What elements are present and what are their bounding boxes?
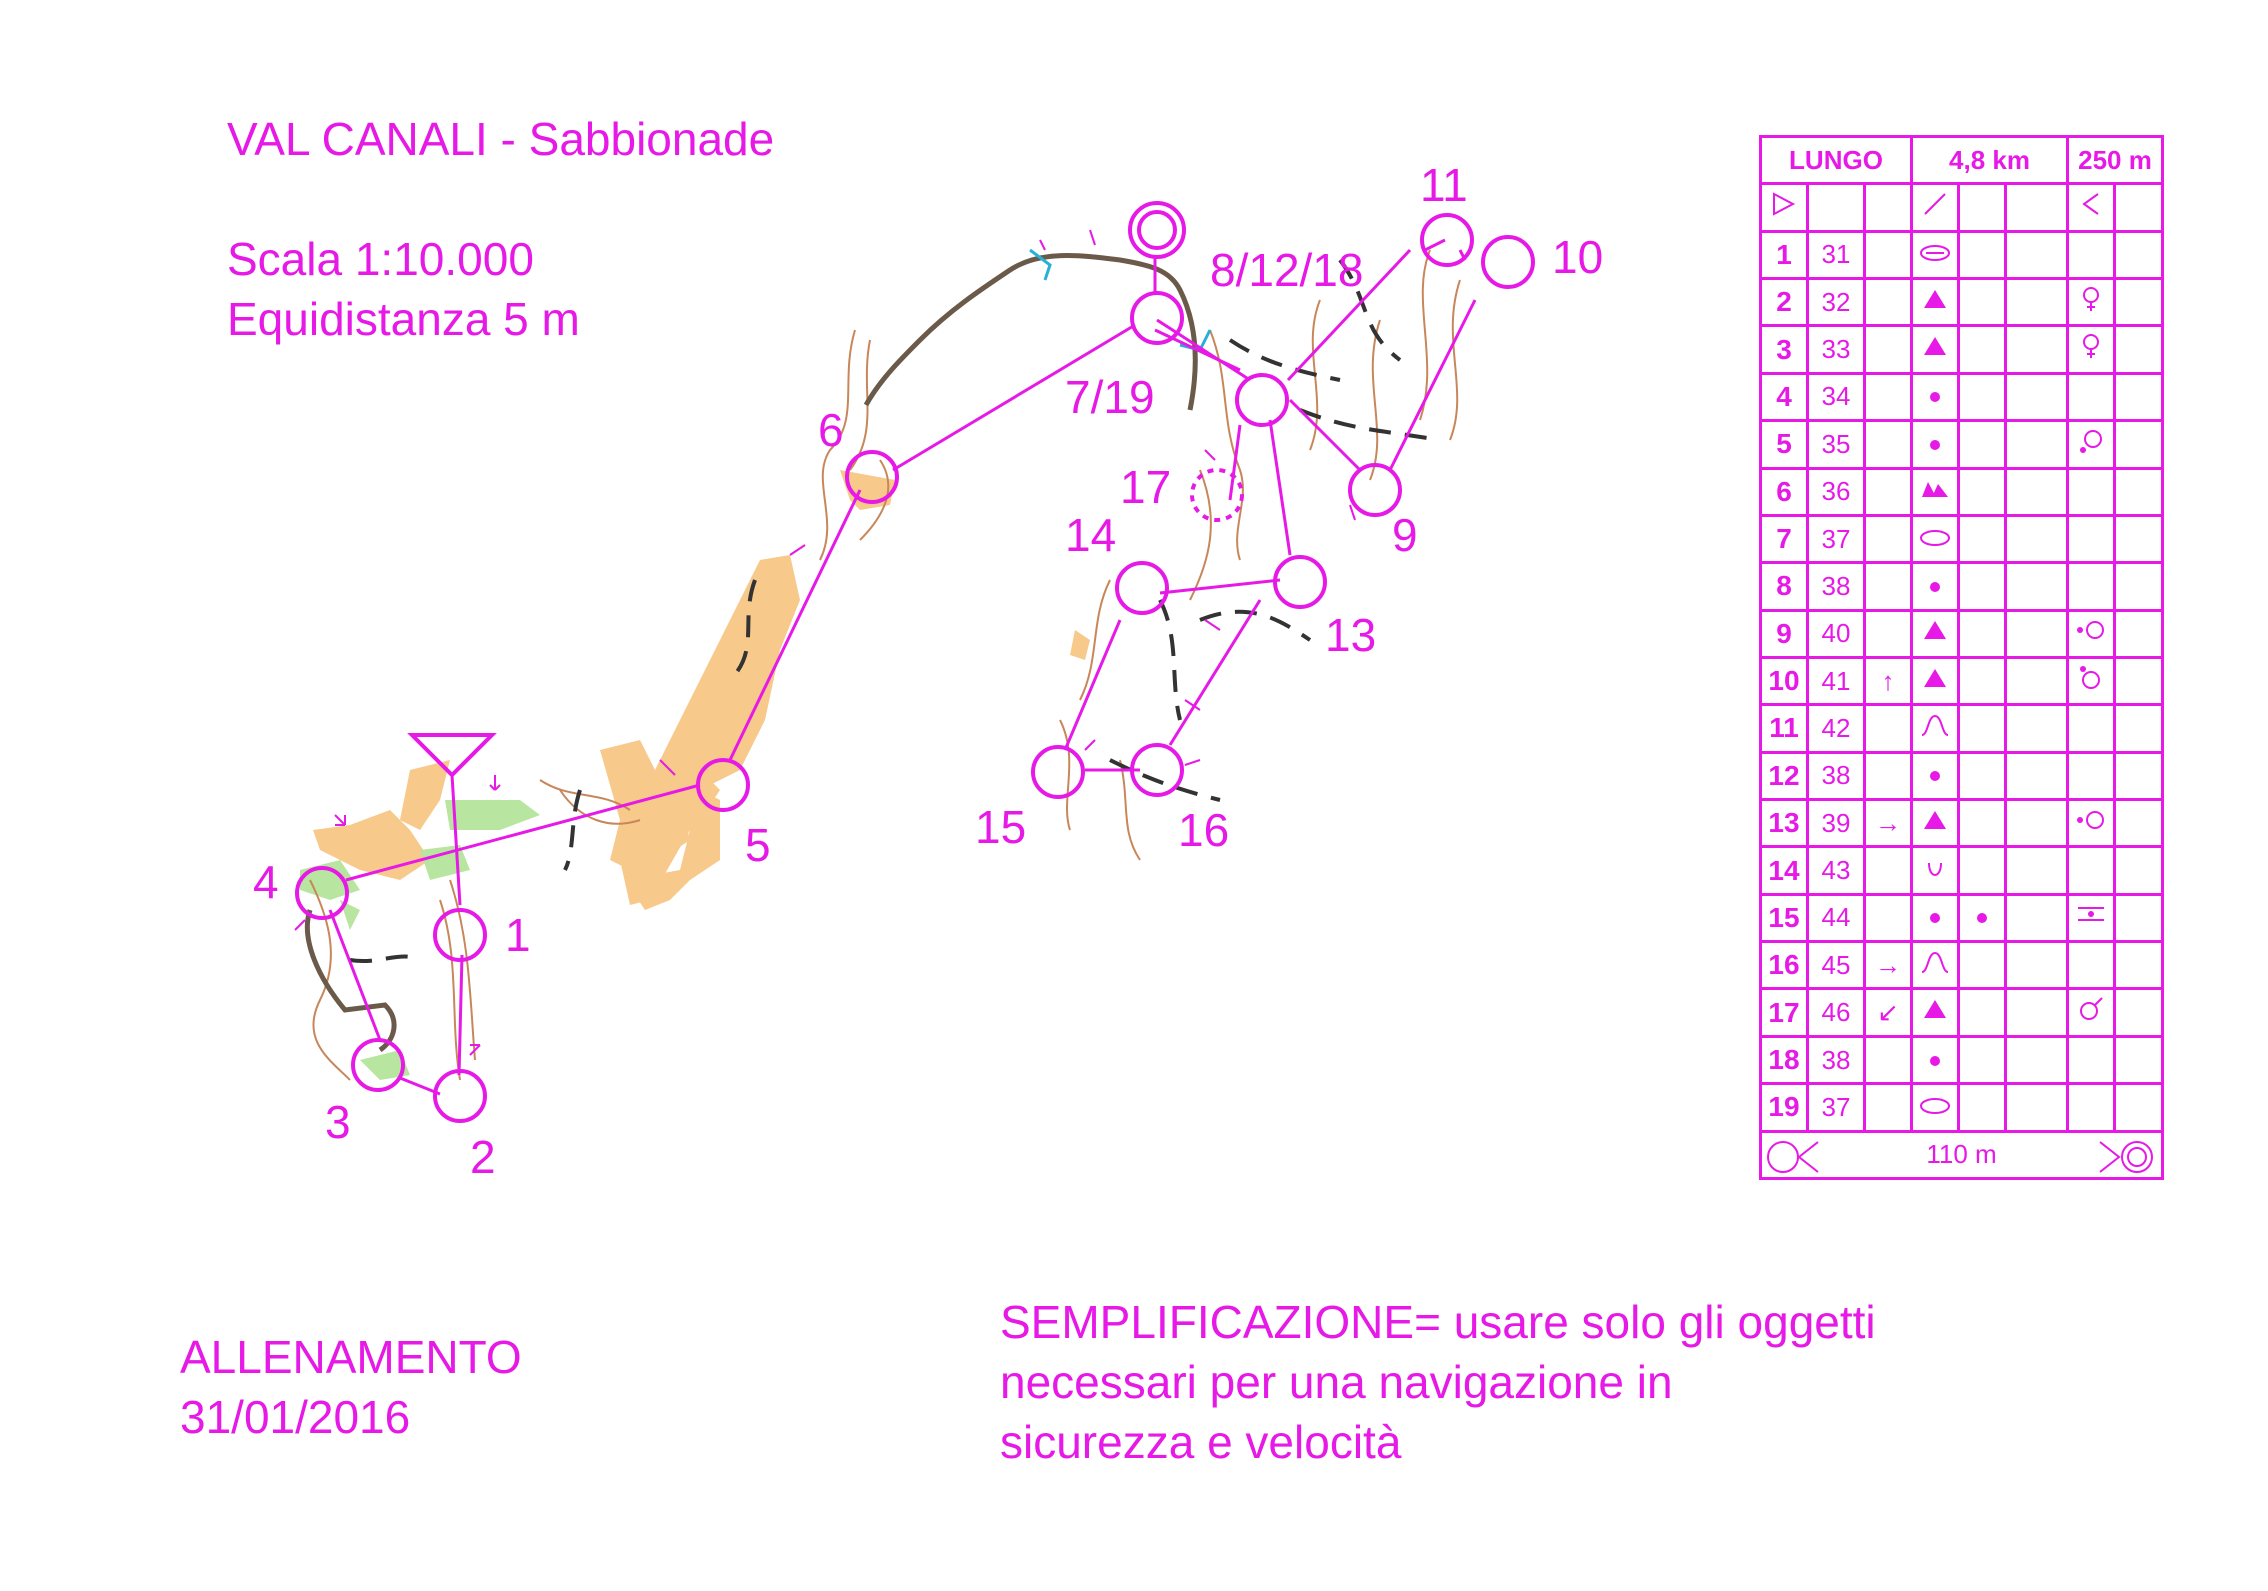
description-row — [1761, 326, 2163, 373]
description-row — [1761, 942, 2163, 989]
control-label-14: 14 — [1065, 509, 1117, 561]
course-lines — [330, 240, 1475, 1094]
control-number: 11 — [1761, 705, 1808, 752]
feature-oval-icon — [1912, 1084, 1959, 1131]
feature-cup-icon — [1912, 847, 1959, 894]
control-number: 1 — [1761, 231, 1808, 278]
description-row — [1761, 515, 2163, 562]
position-detail-icon — [2068, 326, 2115, 373]
control-number: 17 — [1761, 989, 1808, 1036]
note-line-3: sicurezza e velocità — [1000, 1416, 1402, 1468]
finish-circle-inner — [1139, 212, 1175, 248]
control-number: 10 — [1761, 657, 1808, 704]
finish-distance: 110 m — [1926, 1139, 1997, 1170]
control-label-6: 6 — [818, 404, 844, 456]
description-row — [1761, 705, 2163, 752]
description-row — [1761, 752, 2163, 799]
control-label-9: 9 — [1392, 509, 1418, 561]
training-label: ALLENAMENTO — [180, 1331, 522, 1383]
feature-triangle-icon — [1912, 989, 1959, 1036]
note-line-2: necessari per una navigazione in — [1000, 1356, 1673, 1408]
control-direction — [1865, 279, 1912, 326]
finish-left-symbol — [1766, 1139, 1826, 1175]
control-circle-7-19 — [1132, 293, 1182, 343]
control-direction — [1865, 610, 1912, 657]
feature-oval-icon — [1912, 515, 1959, 562]
control-label-2: 2 — [470, 1131, 496, 1183]
feature-knoll-icon — [1912, 705, 1959, 752]
feature-triangle-icon — [1912, 279, 1959, 326]
control-code: 38 — [1808, 1036, 1865, 1083]
control-code: 36 — [1808, 468, 1865, 515]
control-direction — [1865, 373, 1912, 420]
control-label-13: 13 — [1325, 609, 1377, 661]
map-title: VAL CANALI - Sabbionade — [227, 113, 775, 165]
control-circle-11 — [1422, 215, 1472, 265]
control-number: 3 — [1761, 326, 1808, 373]
control-code: 32 — [1808, 279, 1865, 326]
description-row — [1761, 563, 2163, 610]
control-direction: ↑ — [1865, 657, 1912, 704]
position-detail-icon — [2068, 421, 2115, 468]
control-number: 16 — [1761, 942, 1808, 989]
control-direction — [1865, 847, 1912, 894]
description-row — [1761, 279, 2163, 326]
control-direction — [1865, 752, 1912, 799]
feature-triangle-icon — [1912, 610, 1959, 657]
position-detail-icon — [2068, 279, 2115, 326]
training-date: 31/01/2016 — [180, 1391, 411, 1443]
control-code: 41 — [1808, 657, 1865, 704]
line-symbol — [1912, 184, 1959, 231]
description-row — [1761, 894, 2163, 941]
start-symbol — [1761, 184, 1808, 231]
feature-triangle-icon — [1912, 800, 1959, 847]
control-code: 37 — [1808, 515, 1865, 562]
control-code: 44 — [1808, 894, 1865, 941]
control-direction — [1865, 1084, 1912, 1131]
control-code: 31 — [1808, 231, 1865, 278]
description-finish-row — [1761, 1131, 2163, 1178]
control-direction — [1865, 231, 1912, 278]
map-equidistance: Equidistanza 5 m — [227, 293, 580, 345]
feature-oval-ring-icon — [1912, 231, 1959, 278]
description-row — [1761, 373, 2163, 420]
control-circle-17 — [1192, 470, 1242, 520]
description-row — [1761, 1084, 2163, 1131]
control-label-8-12-18: 8/12/18 — [1210, 244, 1364, 296]
control-code: 33 — [1808, 326, 1865, 373]
description-row — [1761, 468, 2163, 515]
description-start-row — [1761, 184, 2163, 231]
control-label-11: 11 — [1420, 159, 1468, 211]
control-code: 45 — [1808, 942, 1865, 989]
control-number: 13 — [1761, 800, 1808, 847]
control-number: 7 — [1761, 515, 1808, 562]
control-label-4: 4 — [253, 856, 279, 908]
feature-knoll-icon — [1912, 942, 1959, 989]
control-code: 37 — [1808, 1084, 1865, 1131]
control-label-5: 5 — [745, 819, 771, 871]
control-circle-13 — [1275, 557, 1325, 607]
description-row — [1761, 847, 2163, 894]
control-number: 8 — [1761, 563, 1808, 610]
description-row — [1761, 1036, 2163, 1083]
control-label-3: 3 — [325, 1096, 351, 1148]
control-code: 38 — [1808, 563, 1865, 610]
control-direction — [1865, 1036, 1912, 1083]
feature-dot-icon — [1912, 373, 1959, 420]
control-number: 12 — [1761, 752, 1808, 799]
feature-dot-icon — [1912, 563, 1959, 610]
position-detail-icon — [2068, 800, 2115, 847]
control-code: 42 — [1808, 705, 1865, 752]
control-label-7-19: 7/19 — [1065, 371, 1155, 423]
description-row — [1761, 800, 2163, 847]
control-circle-15 — [1033, 747, 1083, 797]
control-direction — [1865, 705, 1912, 752]
feature-dot-icon — [1959, 894, 2006, 941]
control-code: 34 — [1808, 373, 1865, 420]
feature-boulder-group-icon — [1912, 468, 1959, 515]
control-code: 38 — [1808, 752, 1865, 799]
control-label-10: 10 — [1552, 231, 1604, 283]
control-direction: → — [1865, 800, 1912, 847]
course-climb: 250 m — [2068, 137, 2163, 184]
control-code: 40 — [1808, 610, 1865, 657]
position-detail-icon — [2068, 657, 2115, 704]
description-row — [1761, 421, 2163, 468]
control-number: 2 — [1761, 279, 1808, 326]
feature-triangle-icon — [1912, 657, 1959, 704]
control-number: 18 — [1761, 1036, 1808, 1083]
control-label-16: 16 — [1178, 804, 1230, 856]
control-circle-8-12-18 — [1237, 375, 1287, 425]
control-code: 43 — [1808, 847, 1865, 894]
description-header — [1761, 137, 2163, 184]
control-direction — [1865, 468, 1912, 515]
control-code: 35 — [1808, 421, 1865, 468]
control-description-sheet — [1759, 135, 2164, 1180]
control-number: 19 — [1761, 1084, 1808, 1131]
control-direction — [1865, 421, 1912, 468]
control-label-17: 17 — [1120, 461, 1172, 513]
control-label-15: 15 — [975, 801, 1027, 853]
feature-dot-icon — [1912, 421, 1959, 468]
description-row — [1761, 989, 2163, 1036]
control-direction — [1865, 326, 1912, 373]
open-land-areas — [313, 470, 1090, 910]
angle-symbol — [2068, 184, 2115, 231]
note-line-1: SEMPLIFICAZIONE= usare solo gli oggetti — [1000, 1296, 1876, 1348]
control-number: 4 — [1761, 373, 1808, 420]
position-detail-icon — [2068, 894, 2115, 941]
map-scale: Scala 1:10.000 — [227, 233, 534, 285]
control-circle-14 — [1117, 563, 1167, 613]
description-row — [1761, 610, 2163, 657]
feature-triangle-icon — [1912, 326, 1959, 373]
control-direction: ↙ — [1865, 989, 1912, 1036]
control-number: 9 — [1761, 610, 1808, 657]
control-number: 5 — [1761, 421, 1808, 468]
control-number: 14 — [1761, 847, 1808, 894]
control-number: 15 — [1761, 894, 1808, 941]
control-number: 6 — [1761, 468, 1808, 515]
description-rows — [1761, 231, 2163, 1131]
feature-dot-icon — [1912, 752, 1959, 799]
control-circle-10 — [1483, 237, 1533, 287]
control-direction — [1865, 894, 1912, 941]
control-label-1: 1 — [505, 909, 531, 961]
control-direction — [1865, 515, 1912, 562]
course-length: 4,8 km — [1912, 137, 2068, 184]
control-direction: → — [1865, 942, 1912, 989]
description-row — [1761, 231, 2163, 278]
course-class: LUNGO — [1761, 137, 1912, 184]
position-detail-icon — [2068, 989, 2115, 1036]
control-direction — [1865, 563, 1912, 610]
description-row — [1761, 657, 2163, 704]
position-detail-icon — [2068, 610, 2115, 657]
feature-dot-icon — [1912, 1036, 1959, 1083]
control-code: 46 — [1808, 989, 1865, 1036]
control-code: 39 — [1808, 800, 1865, 847]
finish-right-symbol — [2097, 1139, 2157, 1175]
feature-dot-icon — [1912, 894, 1959, 941]
control-circles — [297, 203, 1533, 1121]
